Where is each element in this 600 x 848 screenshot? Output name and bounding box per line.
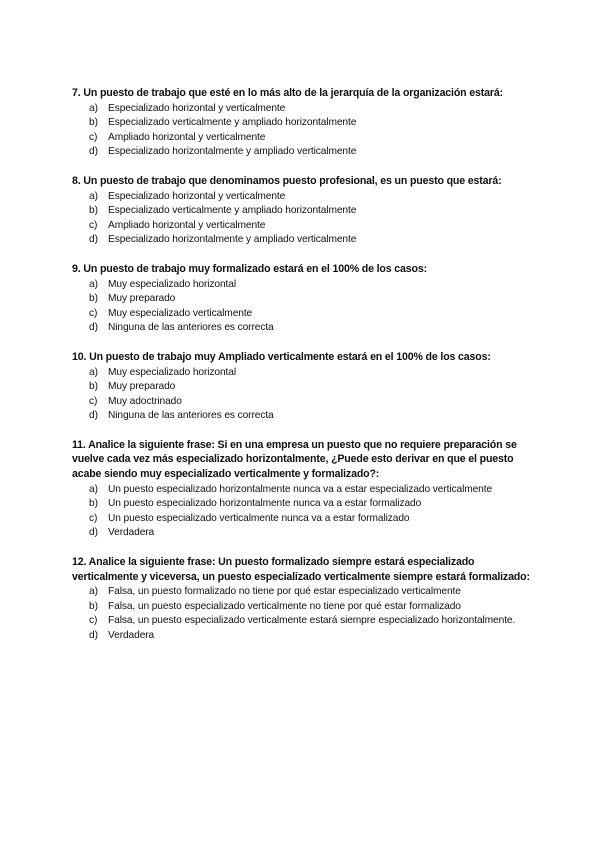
option-c (72, 219, 532, 234)
option-list (72, 585, 532, 643)
question-8 (72, 174, 532, 248)
option-text: Muy especializado horizontal (108, 366, 237, 378)
option-text: Muy preparado (108, 381, 176, 393)
option-b (72, 292, 532, 307)
option-letter: a) (89, 586, 98, 598)
question-title: 12. Analice la siguiente frase: Un puesto formalizado siempre estará especializado verticalmente y viceversa, un puesto especializado verticalmente siempre estará formalizado: (72, 556, 530, 583)
option-a (72, 278, 532, 293)
option-d (72, 321, 532, 336)
option-a (72, 366, 532, 381)
option-text: Especializado verticalmente y ampliado horizontalmente (108, 205, 357, 217)
option-d (72, 145, 532, 160)
option-b (72, 116, 532, 131)
option-text: Muy adoctrinado (108, 395, 182, 407)
option-d (72, 233, 532, 248)
option-letter: d) (89, 630, 98, 641)
option-letter: b) (89, 498, 98, 510)
question-title: 7. Un puesto de trabajo que esté en lo más alto de la jerarquía de la organización estará: (72, 87, 503, 99)
option-list (72, 366, 532, 424)
question-12 (72, 555, 532, 644)
option-text: Un puesto especializado horizontalmente nunca va a estar especializado verticalmente (108, 483, 493, 495)
option-letter: a) (89, 278, 98, 290)
option-list (72, 190, 532, 248)
option-a (72, 102, 532, 117)
question-10 (72, 350, 532, 424)
option-list (72, 102, 532, 160)
option-letter: c) (89, 512, 98, 524)
option-text: Especializado horizontalmente y ampliado verticalmente (108, 146, 357, 158)
question-list (72, 86, 532, 658)
option-letter: d) (89, 234, 98, 246)
option-text: Ampliado horizontal y verticalmente (108, 131, 266, 143)
option-letter: d) (89, 146, 98, 158)
option-letter: c) (89, 307, 98, 319)
option-c (72, 395, 532, 410)
question-title: 8. Un puesto de trabajo que denominamos puesto profesional, es un puesto que estará: (72, 174, 502, 187)
option-text: Un puesto especializado verticalmente nunca va a estar formalizado (108, 512, 410, 524)
option-text: Muy especializado verticalmente (108, 307, 253, 319)
option-text: Muy preparado (108, 293, 176, 305)
option-b (72, 204, 532, 219)
option-text: Especializado horizontal y verticalmente (108, 190, 286, 202)
option-letter: c) (89, 395, 98, 407)
option-a (72, 483, 532, 498)
question-title: 11. Analice la siguiente frase: Si en una empresa un puesto que no requiere preparación se vuelve cada vez más especializado horizontalmente, ¿Puede esto derivar en que el puesto acabe siendo muy especializado verticalmente y formalizado?: (72, 438, 517, 481)
option-letter: b) (89, 117, 98, 129)
option-text: Ninguna de las anteriores es correcta (108, 322, 274, 334)
option-letter: b) (89, 381, 98, 393)
option-text: Verdadera (108, 527, 155, 539)
option-letter: b) (89, 600, 98, 612)
option-letter: a) (89, 366, 98, 378)
option-letter: c) (89, 131, 98, 143)
option-a (72, 190, 532, 205)
option-letter: b) (89, 205, 98, 217)
option-a (72, 585, 532, 600)
option-b (72, 380, 532, 395)
option-text: Especializado horizontalmente y ampliado verticalmente (108, 234, 357, 246)
option-list (72, 483, 532, 541)
option-letter: a) (89, 102, 98, 114)
option-list (72, 278, 532, 336)
option-letter: b) (89, 293, 98, 305)
option-letter: d) (89, 322, 98, 334)
option-text: Un puesto especializado horizontalmente nunca va a estar formalizado (108, 498, 422, 510)
option-d (72, 409, 532, 424)
option-text: Especializado verticalmente y ampliado horizontalmente (108, 117, 357, 129)
option-letter: c) (89, 615, 98, 627)
option-text: Especializado horizontal y verticalmente (108, 102, 286, 114)
option-letter: d) (89, 527, 98, 539)
question-title: 10. Un puesto de trabajo muy Ampliado verticalmente estará en el 100% de los casos: (72, 350, 491, 363)
option-text: Verdadera (108, 630, 155, 641)
option-letter: c) (89, 219, 98, 231)
option-c (72, 512, 532, 527)
question-11 (72, 438, 532, 541)
option-text: Muy especializado horizontal (108, 278, 237, 290)
option-text: Ninguna de las anteriores es correcta (108, 410, 274, 422)
question-7 (72, 86, 532, 160)
option-text: Falsa, un puesto especializado verticalmente estará siempre especializado horizontalmente. (108, 615, 516, 627)
question-9 (72, 262, 532, 336)
option-letter: a) (89, 190, 98, 202)
option-text: Ampliado horizontal y verticalmente (108, 219, 266, 231)
option-letter: d) (89, 410, 98, 422)
option-d (72, 526, 532, 541)
option-text: Falsa, un puesto formalizado no tiene por qué estar especializado verticalmente (108, 586, 461, 598)
option-c (72, 614, 532, 629)
question-title: 9. Un puesto de trabajo muy formalizado estará en el 100% de los casos: (72, 262, 427, 275)
option-d (72, 629, 532, 644)
option-b (72, 600, 532, 615)
option-c (72, 131, 532, 146)
option-text: Falsa, un puesto especializado verticalmente no tiene por qué estar formalizado (108, 600, 461, 612)
option-letter: a) (89, 483, 98, 495)
option-b (72, 497, 532, 512)
option-c (72, 307, 532, 322)
